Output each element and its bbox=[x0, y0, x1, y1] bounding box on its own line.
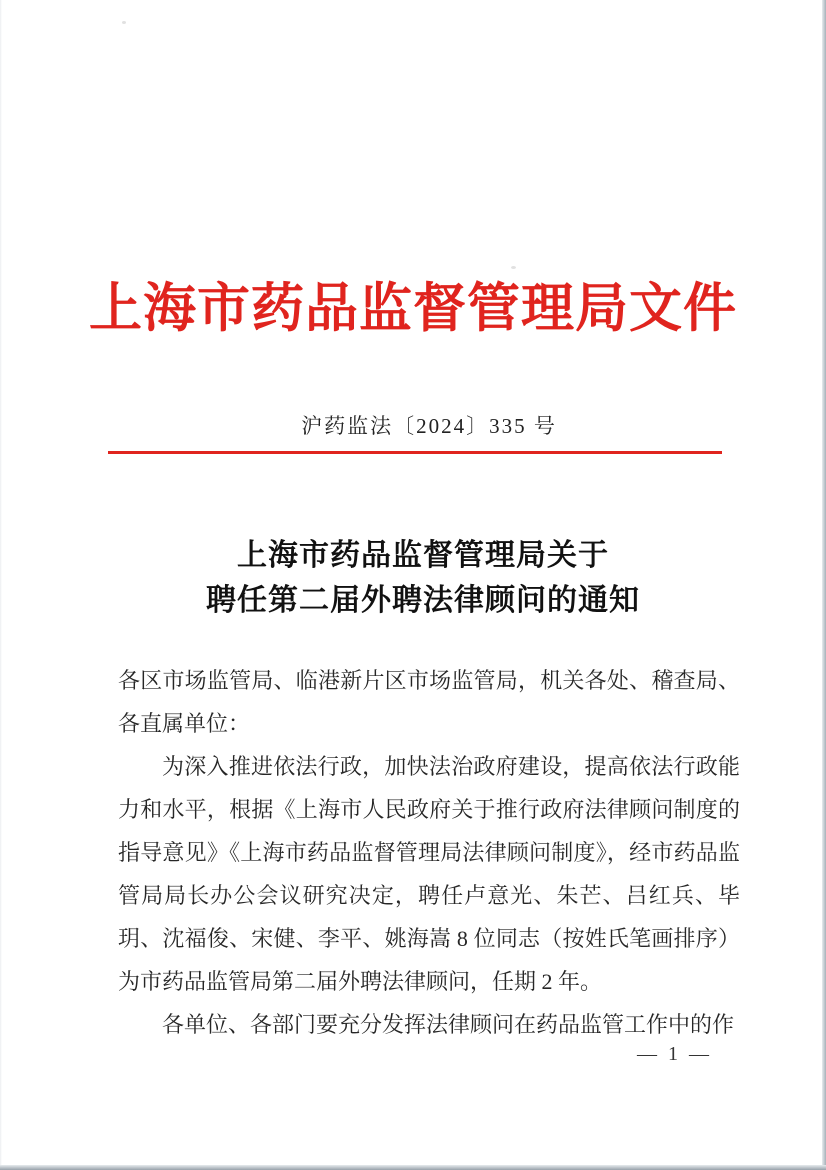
scan-speck bbox=[122, 21, 126, 24]
page-edge-bottom bbox=[0, 1165, 826, 1170]
red-separator-line bbox=[108, 451, 722, 454]
scan-speck bbox=[511, 266, 516, 269]
body-paragraph: 各单位、各部门要充分发挥法律顾问在药品监管工作中的作 bbox=[162, 1012, 735, 1037]
notice-title bbox=[103, 533, 743, 623]
letterhead-title: 上海市药品监督管理局文件 bbox=[89, 280, 737, 338]
page-number: — 1 — bbox=[637, 1043, 712, 1065]
body-paragraph: 为深入推进依法行政，加快法治政府建设，提高依法行政能力和水平，根据《上海市人民政府关于推行政府法律顾问制度的指导意见》《上海市药品监督管理局法律顾问制度》，经市药品监管局局长办公会议研究决定，聘任卢意光、朱芒、吕红兵、毕玥、沈福俊、宋健、李平、姚海嵩 8 位同志（按姓氏笔画排序）为市药品监管局第二届外聘法律顾问，任期 2 年。 bbox=[118, 754, 740, 994]
notice-title-line1: 上海市药品监督管理局关于 bbox=[237, 539, 609, 572]
notice-title-line2: 聘任第二届外聘法律顾问的通知 bbox=[206, 584, 640, 617]
document-body bbox=[118, 659, 740, 1046]
salutation: 各区市场监管局、临港新片区市场监管局，机关各处、稽查局、各直属单位： bbox=[118, 668, 740, 736]
page-edge-right bbox=[822, 0, 826, 1170]
page-edge-left bbox=[0, 0, 2, 1170]
document-number: 沪药监法〔2024〕335 号 bbox=[301, 414, 557, 438]
